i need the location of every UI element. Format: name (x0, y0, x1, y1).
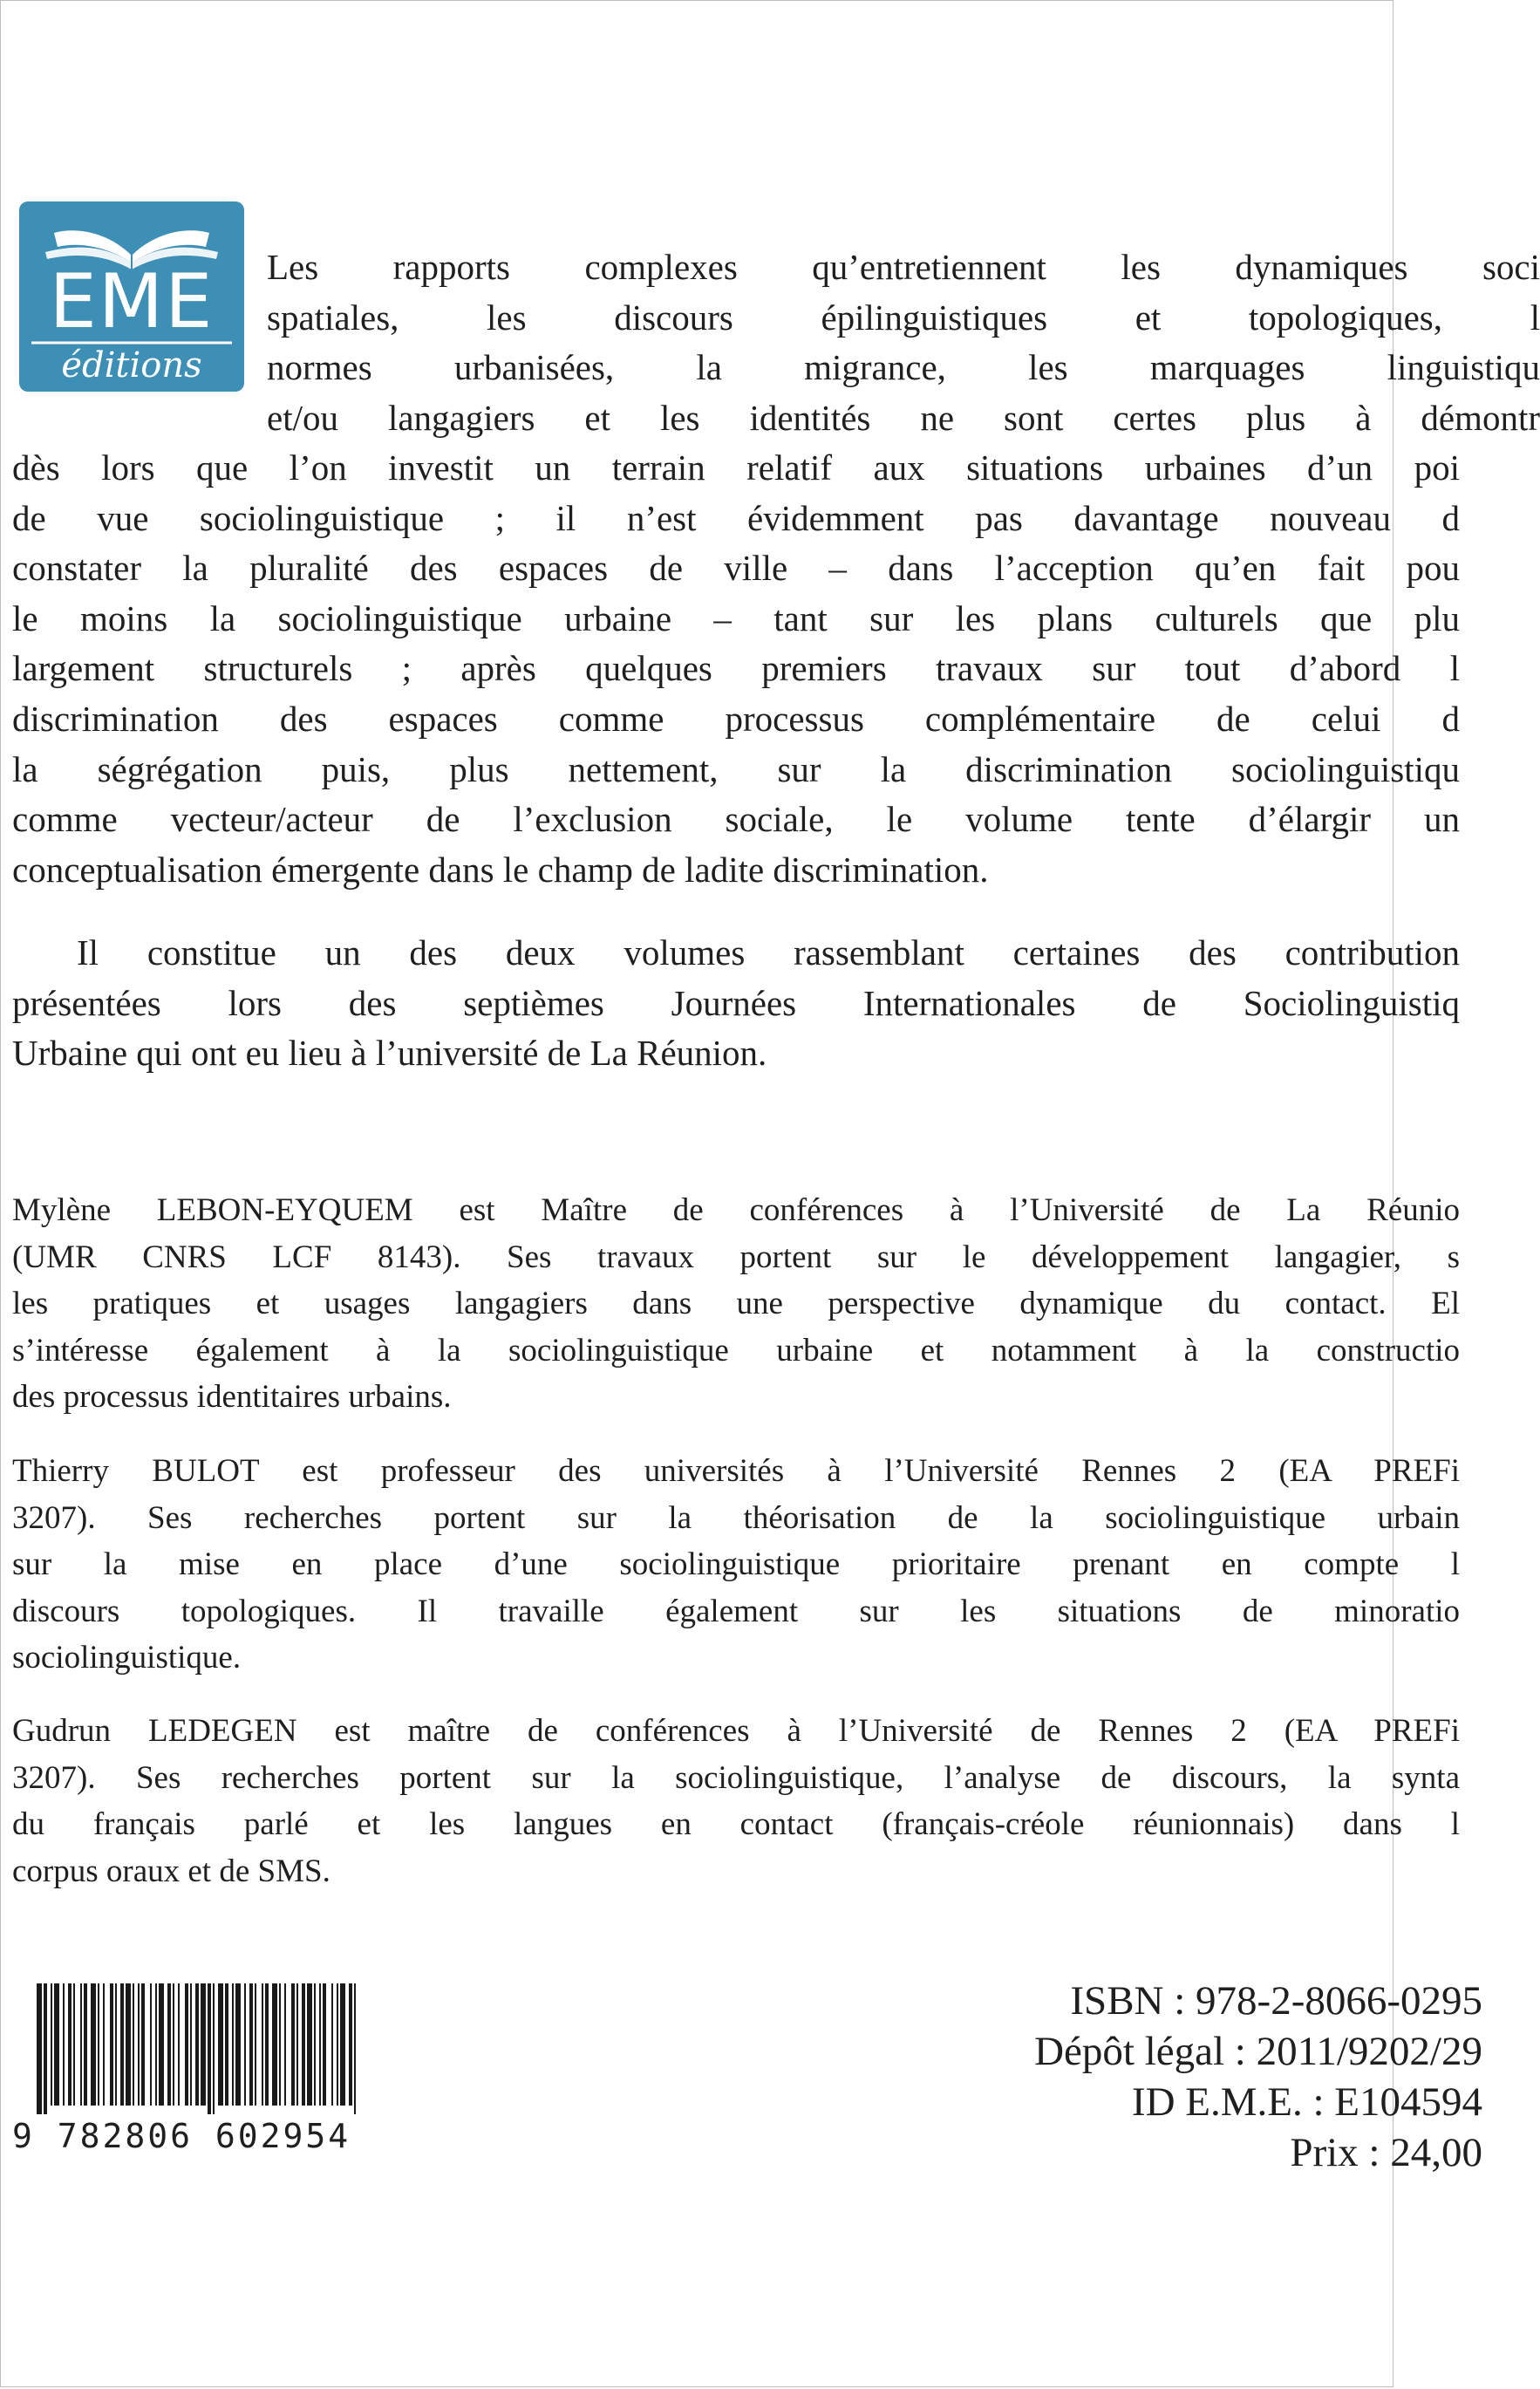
summary-line: largement structurels ; après quelques premiers travaux sur tout d’abord l (12, 648, 1460, 689)
summary-paragraph-2 (12, 928, 1460, 1079)
barcode-bar (314, 1983, 316, 2106)
barcode-bar (279, 1983, 281, 2106)
legal-deposit: Dépôt légal : 2011/9202/29 (1034, 2029, 1482, 2074)
summary-line: Les rapports complexes qu’entretiennent les dynamiques soci (267, 247, 1540, 287)
bio-line: 3207). Ses recherches portent sur la sociolinguistique, l’analyse de discours, la synta (12, 1759, 1460, 1796)
barcode-bar (51, 1983, 52, 2106)
summary-paragraph-1 (267, 242, 1540, 443)
bio-line: (UMR CNRS LCF 8143). Ses travaux portent sur le développement langagier, s (12, 1239, 1460, 1275)
barcode-bar (98, 1983, 99, 2106)
summary-line: spatiales, les discours épilinguistiques et topologiques, l (267, 297, 1540, 338)
summary-line: dès lors que l’on investit un terrain relatif aux situations urbaines d’un poi (12, 447, 1460, 488)
barcode-bar (44, 1983, 47, 2114)
summary-line: normes urbanisées, la migrance, les marquages linguistiqu (267, 347, 1540, 388)
bio-line: 3207). Ses recherches portent sur la théorisation de la sociolinguistique urbain (12, 1499, 1460, 1536)
summary-line: conceptualisation émergente dans le champ de ladite discrimination. (12, 849, 989, 890)
barcode-bar (235, 1983, 241, 2106)
summary-line: présentées lors des septièmes Journées Internationales de Sociolinguistiq (12, 982, 1460, 1023)
barcode-bar (91, 1983, 96, 2106)
barcode-bar (84, 1983, 87, 2106)
bio-line: s’intéresse également à la sociolinguistique urbaine et notamment à la constructio (12, 1332, 1460, 1369)
summary-line: la ségrégation puis, plus nettement, sur la discrimination sociolinguistiqu (12, 748, 1460, 789)
summary-line: Il constitue un des deux volumes rassemblant certaines des contribution (77, 932, 1460, 973)
barcode-bar (262, 1983, 263, 2106)
author-bio-lebon-eyquem (12, 1187, 1460, 1421)
bio-line: discours topologiques. Il travaille également sur les situations de minoratio (12, 1593, 1460, 1629)
summary-line: de vue sociolinguistique ; il n’est évidemment pas davantage nouveau d (12, 497, 1460, 538)
bio-line: Gudrun LEDEGEN est maître de conférences à l’Université de Rennes 2 (EA PREFi (12, 1713, 1460, 1749)
author-bio-ledegen (12, 1708, 1460, 1894)
summary-line: le moins la sociolinguistique urbaine – tant sur les plans culturels que plu (12, 597, 1460, 638)
publication-info (872, 1976, 1482, 2178)
barcode-bar (37, 1983, 42, 2114)
barcode-bar (323, 1983, 326, 2106)
barcode-bar (120, 1983, 124, 2106)
barcode-bar (319, 1983, 321, 2106)
barcode-bar (190, 1983, 192, 2106)
barcode-bar (68, 1983, 72, 2106)
barcode-bar (291, 1983, 295, 2106)
barcode-bar (340, 1983, 345, 2106)
bio-line: les pratiques et usages langagiers dans une perspective dynamique du contact. El (12, 1286, 1460, 1321)
barcode-bar (201, 1983, 206, 2106)
barcode-bar (225, 1983, 228, 2106)
barcode-bar (213, 1983, 215, 2114)
summary-line: constater la pluralité des espaces de ville – dans l’acception qu’en fait pou (12, 548, 1460, 589)
barcode-bar (167, 1983, 171, 2106)
barcode-bar (54, 1983, 59, 2106)
barcode-bar (296, 1983, 298, 2106)
barcode-bar (178, 1983, 180, 2106)
bio-line: des processus identitaires urbains. (12, 1379, 452, 1415)
barcode-bar (155, 1983, 157, 2106)
barcode-bar (255, 1983, 256, 2106)
barcode-bar (73, 1983, 75, 2106)
barcode-bar (159, 1983, 164, 2106)
barcode-bar (302, 1983, 305, 2106)
summary-line: discrimination des espaces comme processus complémentaire de celui d (12, 698, 1460, 739)
barcode-bar (307, 1983, 312, 2106)
bio-line: Mylène LEBON-EYQUEM est Maître de conférences à l’Université de La Réunio (12, 1192, 1460, 1228)
barcode-bar (272, 1983, 277, 2106)
barcode-bar (354, 1983, 356, 2114)
price: Prix : 24,00 (1290, 2130, 1482, 2175)
barcode-bar (284, 1983, 286, 2106)
logo-title: EME (49, 258, 215, 345)
barcode-bar (133, 1983, 134, 2106)
summary-line: et/ou langagiers et les identités ne sont certes plus à démontr (267, 397, 1540, 438)
barcode-bar (173, 1983, 174, 2106)
summary-line: Urbaine qui ont eu lieu à l’université de La Réunion. (12, 1033, 767, 1074)
bio-line: corpus oraux et de SMS. (12, 1853, 330, 1889)
isbn: ISBN : 978-2-8066-0295 (1070, 1978, 1482, 2024)
barcode-bar (208, 1983, 211, 2114)
barcode-bar (195, 1983, 199, 2106)
barcode-bar (349, 1983, 352, 2106)
barcode-bar (115, 1983, 117, 2106)
barcode-bar (141, 1983, 145, 2106)
barcode-bar (265, 1983, 269, 2106)
barcode-bar (103, 1983, 105, 2106)
barcode-bar (249, 1983, 253, 2106)
barcode-bar (126, 1983, 131, 2106)
eme-id: ID E.M.E. : E104594 (1131, 2079, 1482, 2125)
barcode-number: 9 782806 602954 (12, 2117, 351, 2155)
barcode-bar (63, 1983, 65, 2106)
barcode-bar (218, 1983, 223, 2106)
bio-line: du français parlé et les langues en contact (français-créole réunionnais) dans l (12, 1806, 1460, 1842)
bio-line: sur la mise en place d’une sociolinguistique prioritaire prenant en compte l (12, 1546, 1460, 1582)
barcode-bar (232, 1983, 234, 2106)
barcode-icon (35, 1983, 366, 2114)
barcode-bar (138, 1983, 140, 2106)
barcode-bar (150, 1983, 152, 2106)
barcode-bar (331, 1983, 333, 2106)
barcode-bar (185, 1983, 188, 2106)
bio-line: sociolinguistique. (12, 1640, 242, 1676)
barcode-bar (80, 1983, 82, 2106)
summary-line: comme vecteur/acteur de l’exclusion sociale, le volume tente d’élargir un (12, 799, 1460, 840)
barcode-bar (244, 1983, 246, 2106)
bio-line: Thierry BULOT est professeur des universités à l’Université Rennes 2 (EA PREFi (12, 1453, 1460, 1489)
barcode-bar (110, 1983, 113, 2106)
summary-paragraph-1-cont (12, 443, 1460, 895)
logo-subtitle: éditions (61, 345, 202, 386)
author-bio-bulot (12, 1448, 1460, 1682)
eme-editions-logo (19, 201, 244, 392)
barcode-bar (337, 1983, 338, 2106)
